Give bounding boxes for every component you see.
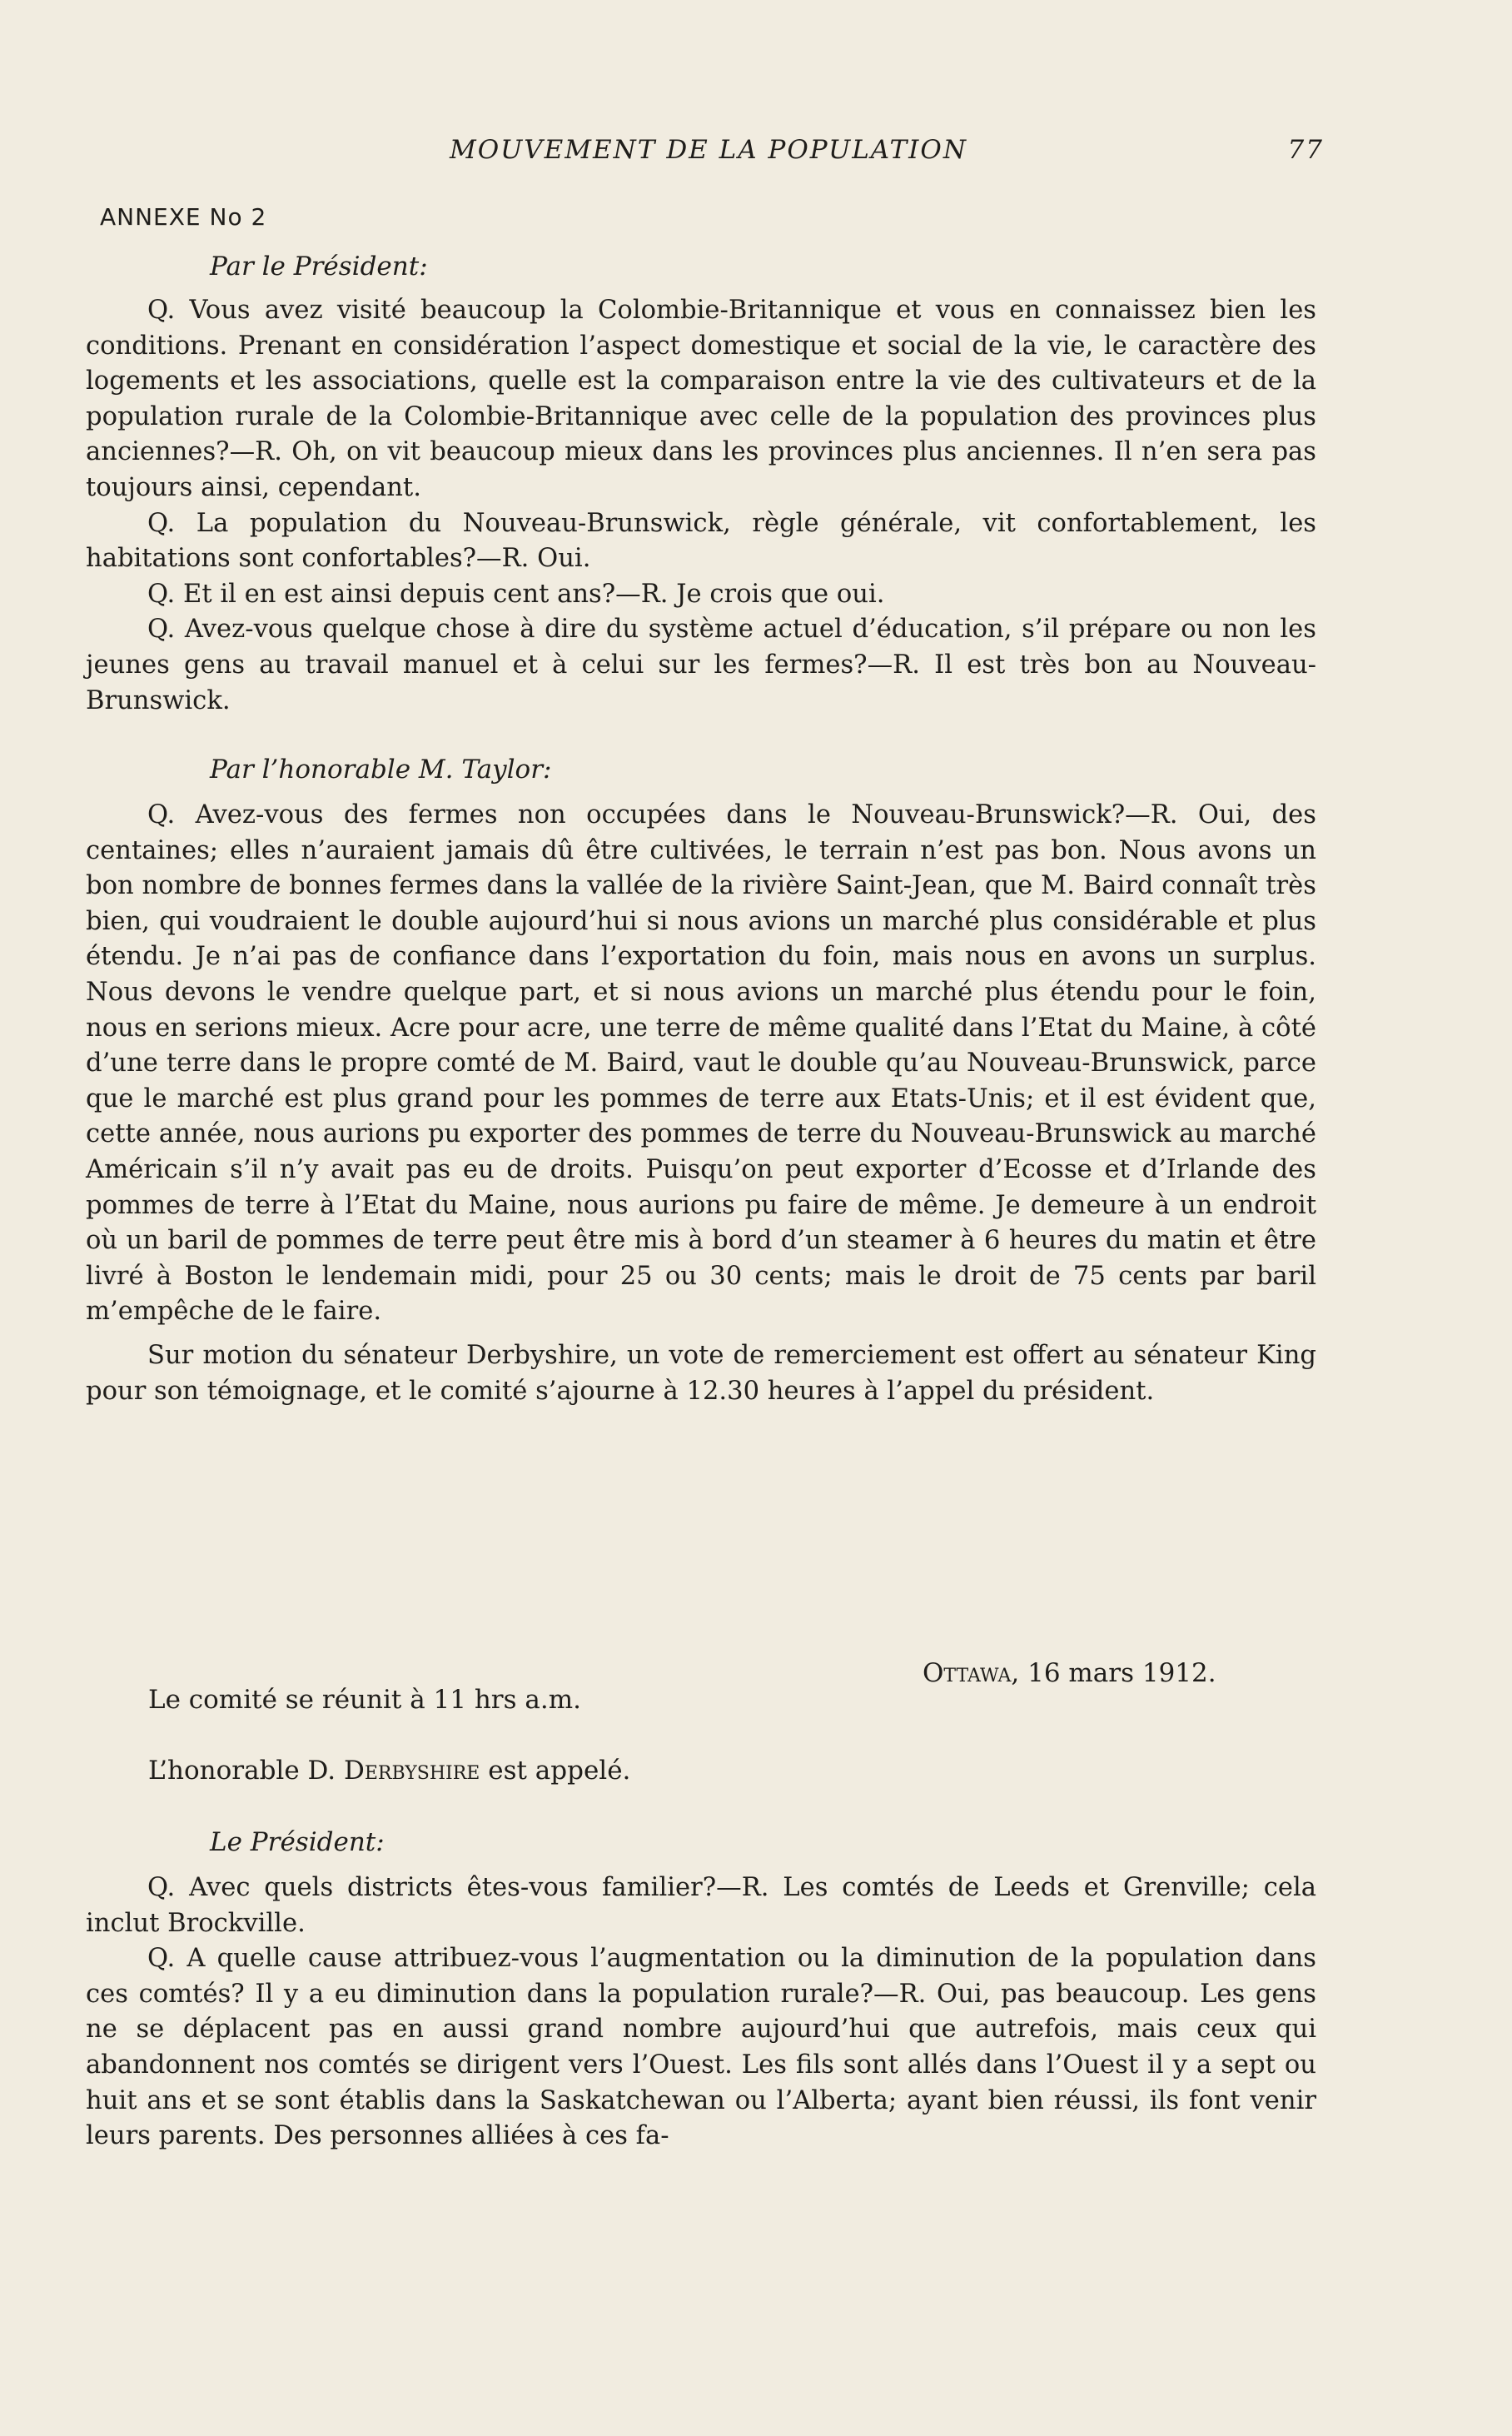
- speaker-taylor: Par l’honorable M. Taylor:: [210, 755, 552, 785]
- dateline-city: Ottawa,: [923, 1658, 1020, 1688]
- paragraph: Q. Vous avez visité beaucoup la Colombie-Britannique et vous en connaissez bien les conditions. Prenant en considération l’aspect domestique et social de la vie, le caractère des logements et les associations, quelle est la comparaison entre la vie des cultivateurs et de la population rurale de la Colombie-Britannique avec celle de la population des provinces plus anciennes?—R. Oh, on vit beaucoup mieux dans les provinces plus anciennes. Il n’en sera pas toujours ainsi, cependant.: [86, 296, 1316, 502]
- witness-name: Derbyshire: [344, 1756, 480, 1786]
- page-number: 77: [1287, 135, 1324, 165]
- witness-prefix: L’honorable D.: [148, 1756, 336, 1786]
- witness-suffix: est appelé.: [488, 1756, 631, 1786]
- speaker-president-2: Le Président:: [210, 1827, 385, 1857]
- witness-called-line: [148, 1756, 630, 1786]
- section-1-text: [86, 293, 1316, 719]
- dateline-date: 16 mars 1912.: [1027, 1658, 1216, 1688]
- paragraph: Q. A quelle cause attribuez-vous l’augmentation ou la diminution de la population dans ces comtés? Il y a eu diminution dans la population rurale?—R. Oui, pas beaucoup. Les gens ne se déplacent pas en aussi grand nombre aujourd’hui que autrefois, mais ceux qui abandonnent nos comtés se dirigent vers l’Ouest. Les fils sont allés dans l’Ouest il y a sept ou huit ans et se sont établis dans la Saskatchewan ou l’Alberta; ayant bien réussi, ils font venir leurs parents. Des personnes alliées à ces fa-: [86, 1944, 1316, 2151]
- paragraph: Q. La population du Nouveau-Brunswick, règle générale, vit confortablement, les habitations sont confortables?—R. Oui.: [86, 508, 1316, 574]
- paragraph: Q. Avec quels districts êtes-vous familier?—R. Les comtés de Leeds et Grenville; cela inclut Brockville.: [86, 1873, 1316, 1938]
- paragraph: Q. Avez-vous quelque chose à dire du système actuel d’éducation, s’il prépare ou non les jeunes gens au travail manuel et à celui sur les fermes?—R. Il est très bon au Nouveau-Brunswick.: [86, 615, 1316, 715]
- paragraph: Q. Avez-vous des fermes non occupées dans le Nouveau-Brunswick?—R. Oui, des centaines; elles n’auraient jamais dû être cultivées, le terrain n’est pas bon. Nous avons un bon nombre de bonnes fermes dans la vallée de la rivière Saint-Jean, que M. Baird connaît très bien, qui voudraient le double aujourd’hui si nous avions un marché plus considérable et plus étendu. Je n’ai pas de confiance dans l’exportation du foin, mais nous en avons un surplus. Nous devons le vendre quelque part, et si nous avions un marché plus étendu pour le foin, nous en serions mieux. Acre pour acre, une terre de même qualité dans l’Etat du Maine, à côté d’une terre dans le propre comté de M. Baird, vaut le double qu’au Nouveau-Brunswick, parce que le marché est plus grand pour les pommes de terre aux Etats-Unis; et il est évident que, cette année, nous aurions pu exporter des pommes de terre du Nouveau-Brunswick au marché Américain s’il n’y avait pas eu de droits. Puisqu’on peut exporter d’Ecosse et d’Irlande des pommes de terre à l’Etat du Maine, nous aurions pu faire de même. Je demeure à un endroit où un baril de pommes de terre peut être mis à bord d’un steamer à 6 heures du matin et être livré à Boston le lendemain midi, pour 25 ou 30 cents; mais le droit de 75 cents par baril m’empêche de le faire.: [86, 800, 1316, 1327]
- session-dateline: [923, 1658, 1216, 1688]
- speaker-president-1: Par le Président:: [210, 252, 428, 281]
- annex-label: ANNEXE No 2: [100, 203, 267, 231]
- paragraph: Q. Et il en est ainsi depuis cent ans?—R. Je crois que oui.: [147, 579, 885, 609]
- running-title: MOUVEMENT DE LA POPULATION: [450, 135, 967, 165]
- paragraph: Sur motion du sénateur Derbyshire, un vote de remerciement est offert au sénateur King pour son témoignage, et le comité s’ajourne à 12.30 heures à l’appel du président.: [86, 1340, 1316, 1406]
- section-3-text: [86, 1871, 1316, 2155]
- section-2-text: [86, 798, 1316, 1409]
- session-opening-line: Le comité se réunit à 11 hrs a.m.: [148, 1685, 581, 1715]
